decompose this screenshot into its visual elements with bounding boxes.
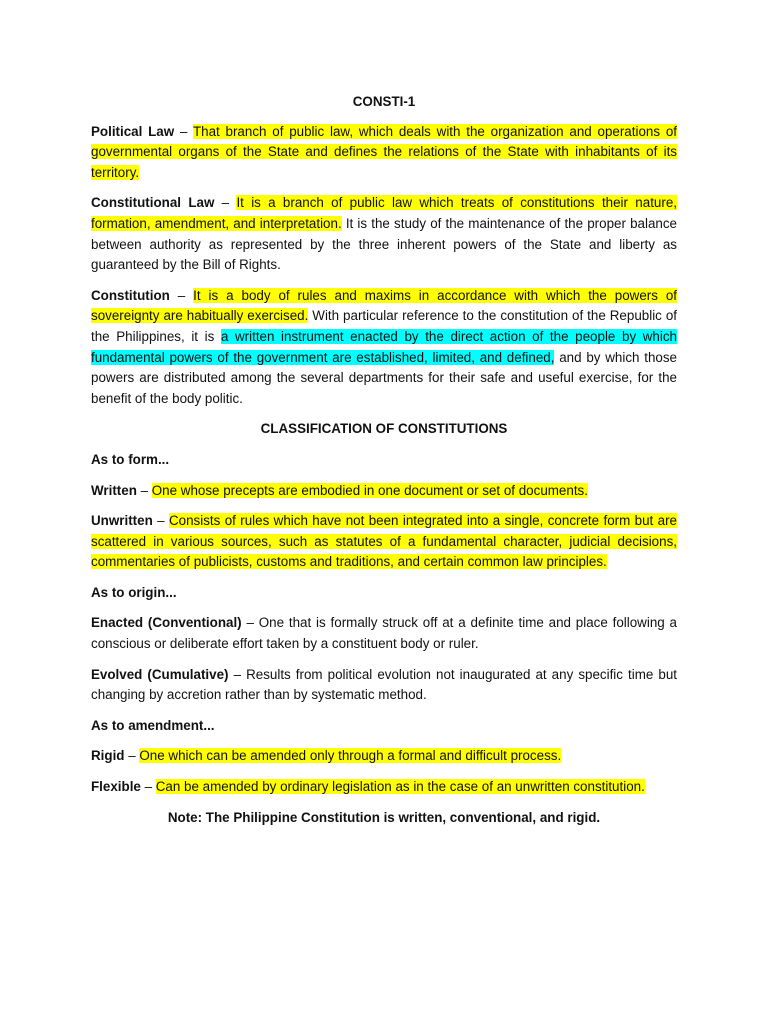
constitution-term: Constitution: [91, 287, 170, 303]
unwritten-term: Unwritten: [91, 513, 153, 529]
evolved-term: Evolved (Cumulative): [91, 666, 229, 682]
constitutional-law-term: Constitutional Law: [91, 195, 215, 211]
political-law-dash: –: [174, 123, 193, 139]
flexible-definition: Can be amended by ordinary legislation as in the case of an unwritten constitution.: [155, 779, 645, 795]
constitution-paragraph: [91, 286, 677, 410]
enacted-term: Enacted (Conventional): [91, 615, 242, 631]
constitutional-law-definition: It is a branch of public law which treats of constitutions their nature, formation, amendment, and interpretation.: [91, 195, 677, 231]
constitution-dash: –: [169, 287, 194, 303]
enacted-paragraph: [91, 613, 677, 654]
written-dash: –: [136, 482, 152, 498]
as-to-origin-heading: As to origin...: [91, 584, 177, 600]
as-to-amendment-heading: As to amendment...: [91, 717, 215, 733]
constitution-definition-highlight: a written instrument enacted by the direct action of the people by which fundamental powers of the government are established, limited, and defined,: [91, 328, 677, 365]
unwritten-definition: Consists of rules which have not been integrated into a single, concrete form but are scattered in various sources, such as statutes of a fundamental character, judicial decisions, commentaries of publicists, customs and traditions, and certain common law principles.: [91, 513, 677, 570]
constitutional-law-dash: –: [214, 195, 237, 211]
flexible-dash: –: [140, 779, 156, 795]
document-body: [91, 92, 677, 838]
evolved-paragraph: [91, 665, 677, 706]
constitution-mid: With particular reference to the constitution of the Republic of the Philippines, it is: [91, 308, 677, 344]
written-term: Written: [91, 482, 137, 498]
note-line: Note: The Philippine Constitution is written, conventional, and rigid.: [167, 809, 601, 825]
constitution-definition: It is a body of rules and maxims in accordance with which the powers of sovereignty are habitually exercised.: [91, 287, 678, 324]
flexible-paragraph: [91, 777, 677, 798]
written-definition: One whose precepts are embodied in one document or set of documents.: [151, 482, 588, 498]
evolved-dash: –: [228, 666, 247, 682]
as-to-form-heading: As to form...: [91, 451, 170, 467]
enacted-dash: –: [241, 615, 259, 631]
classification-heading: CLASSIFICATION OF CONSTITUTIONS: [260, 421, 508, 437]
evolved-definition: Results from political evolution not inaugurated at any specific time but changing by accretion rather than by systematic method.: [91, 666, 678, 703]
constitution-rest: and by which those powers are distributed among the several departments for their safe and useful exercise, for the benefit of the body politic.: [91, 349, 677, 406]
political-law-term: Political Law: [91, 123, 175, 139]
political-law-definition: That branch of public law, which deals with the organization and operations of governmental organs of the State and defines the relations of the State with inhabitants of its territory.: [91, 123, 677, 180]
rigid-paragraph: [91, 746, 677, 767]
rigid-definition: One which can be amended only through a formal and difficult process.: [139, 748, 562, 764]
unwritten-dash: –: [152, 513, 169, 529]
rigid-term: Rigid: [91, 748, 125, 764]
constitutional-law-rest: It is the study of the maintenance of the proper balance between authority as represented by the three inherent powers of the State and liberty as guaranteed by the Bill of Rights.: [91, 215, 677, 273]
written-paragraph: [91, 481, 677, 502]
enacted-definition: One that is formally struck off at a definite time and place following a conscious or deliberate effort taken by a constituent body or ruler.: [91, 615, 677, 652]
unwritten-paragraph: [91, 511, 677, 573]
document-title: CONSTI-1: [352, 94, 416, 109]
political-law-paragraph: [91, 122, 677, 184]
rigid-dash: –: [124, 748, 140, 764]
constitutional-law-paragraph: [91, 193, 677, 275]
flexible-term: Flexible: [91, 779, 141, 795]
